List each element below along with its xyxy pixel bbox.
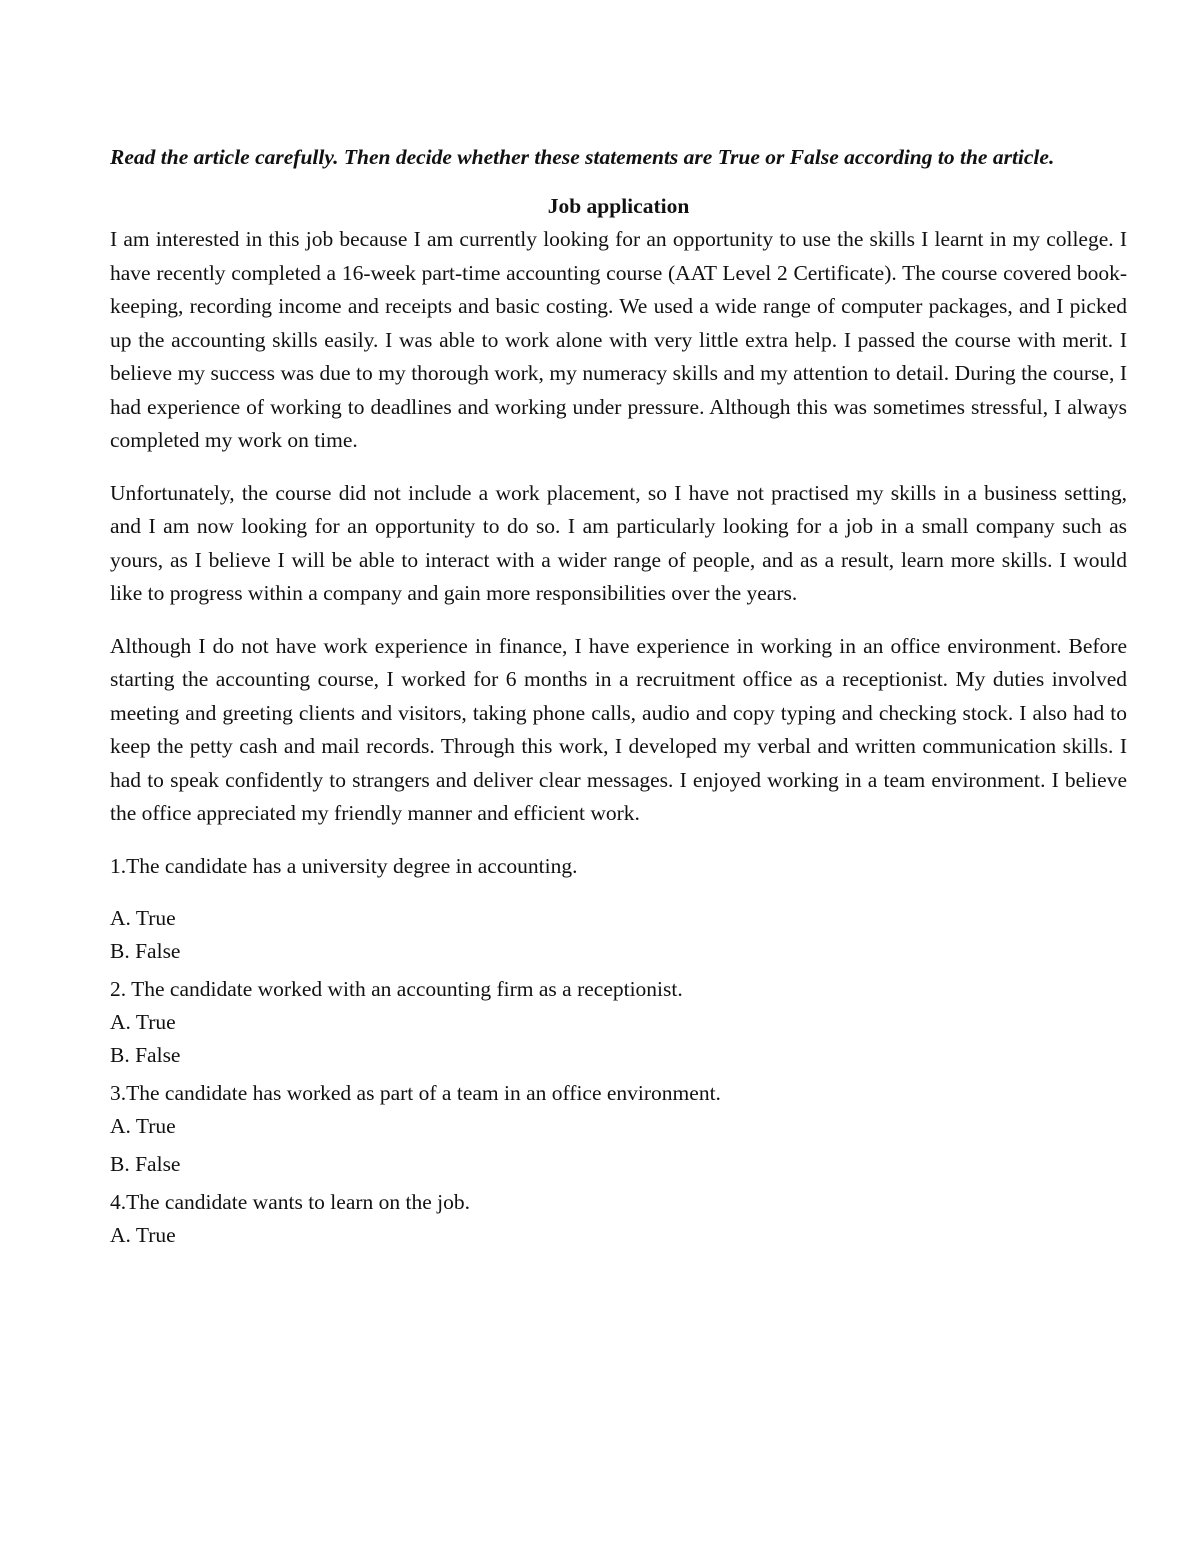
document-page <box>110 140 1127 1252</box>
question-1-option-b: B. False <box>110 938 181 963</box>
question-3: 3.The candidate has worked as part of a team in an office environment. <box>110 1080 721 1105</box>
question-4-option-a: A. True <box>110 1222 176 1247</box>
article-paragraph-3: Although I do not have work experience in finance, I have experience in working in an office environment. Before starting the accounting course, I worked for 6 months in a recruitment office as a receptionist. My duties involved meeting and greeting clients and visitors, taking phone calls, audio and copy typing and checking stock. I also had to keep the petty cash and mail records. Through this work, I developed my verbal and written communication skills. I had to speak confidently to strangers and deliver clear messages. I enjoyed working in a team environment. I believe the office appreciated my friendly manner and efficient work. <box>110 633 1127 825</box>
question-2: 2. The candidate worked with an accounting firm as a receptionist. <box>110 976 683 1001</box>
question-1-option-a: A. True <box>110 905 176 930</box>
question-4: 4.The candidate wants to learn on the job. <box>110 1189 471 1214</box>
question-3-option-b: B. False <box>110 1151 181 1176</box>
instruction-text: Read the article carefully. Then decide whether these statements are True or False according to the article. <box>110 145 1055 169</box>
question-2-option-a: A. True <box>110 1009 176 1034</box>
question-3-option-a: A. True <box>110 1113 176 1138</box>
article-paragraph-1: I am interested in this job because I am currently looking for an opportunity to use the skills I learnt in my college. I have recently completed a 16-week part-time accounting course (AAT Level 2 Certificate). The course covered book-keeping, recording income and receipts and basic costing. We used a wide range of computer packages, and I picked up the accounting skills easily. I was able to work alone with very little extra help. I passed the course with merit. I believe my success was due to my thorough work, my numeracy skills and my attention to detail. During the course, I had experience of working to deadlines and working under pressure. Although this was sometimes stressful, I always completed my work on time. <box>110 227 1127 452</box>
question-1: 1.The candidate has a university degree in accounting. <box>110 853 578 878</box>
question-list <box>110 850 1127 1252</box>
question-2-option-b: B. False <box>110 1042 181 1067</box>
article-title: Job application <box>547 194 690 218</box>
article-paragraph-2: Unfortunately, the course did not include a work placement, so I have not practised my skills in a business setting, and I am now looking for an opportunity to do so. I am particularly looking for a job in a small company such as yours, as I believe I will be able to interact with a wider range of people, and as a result, learn more skills. I would like to progress within a company and gain more responsibilities over the years. <box>110 480 1127 605</box>
